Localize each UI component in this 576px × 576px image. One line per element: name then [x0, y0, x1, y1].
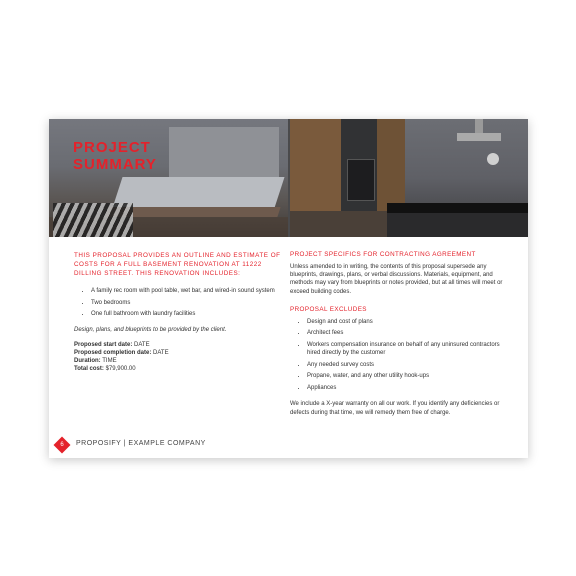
page-footer: [49, 435, 528, 457]
list-item: • One full bathroom with laundry facilities: [91, 310, 286, 319]
duration-value: TIME: [102, 357, 117, 364]
excludes-list: [290, 318, 510, 393]
kitchen-photo: [289, 119, 528, 237]
completion-date-value: DATE: [153, 349, 169, 356]
project-details: [74, 341, 286, 374]
list-item: • Any needed survey costs: [307, 361, 510, 370]
total-cost-value: $79,900.00: [105, 366, 136, 373]
footer-brand: PROPOSIFY | EXAMPLE COMPANY: [76, 440, 206, 447]
list-item: • A family rec room with pool table, wet bar, and wired-in sound system: [91, 287, 286, 296]
specifics-column: [290, 251, 510, 427]
total-cost-label: Total cost:: [74, 366, 104, 373]
includes-list: [74, 287, 286, 319]
summary-column: [74, 251, 286, 373]
page-title: PROJECT SUMMARY: [73, 139, 157, 173]
duration-label: Duration:: [74, 357, 101, 364]
design-note: Design, plans, and blueprints to be provided by the client.: [74, 326, 227, 333]
start-date-label: Proposed start date:: [74, 341, 133, 348]
bedroom-photo: [49, 119, 289, 237]
list-item: • Propane, water, and any other utility hook-ups: [307, 372, 510, 381]
proposal-page: [49, 119, 528, 458]
list-item: • Design and cost of plans: [307, 318, 510, 327]
list-item: • Workers compensation insurance on behalf of any uninsured contractors hired directly by the customer: [307, 341, 510, 358]
completion-date-label: Proposed completion date:: [74, 349, 152, 356]
list-item: • Architect fees: [307, 329, 510, 338]
summary-lead: THIS PROPOSAL PROVIDES AN OUTLINE AND ESTIMATE OF COSTS FOR A FULL BASEMENT RENOVATION AT 11222 DILLING STREET. THIS RENOVATION INCLUDES:: [74, 252, 281, 277]
start-date-value: DATE: [134, 341, 150, 348]
hero-banner: [49, 119, 528, 237]
list-item: • Two bedrooms: [91, 299, 286, 308]
specifics-heading: PROJECT SPECIFICS FOR CONTRACTING AGREEMENT: [290, 251, 476, 258]
page-number: 6: [60, 442, 64, 448]
list-item: • Appliances: [307, 384, 510, 393]
warranty-text: We include a X-year warranty on all our work. If you identify any deficiencies or defects during that time, we will remedy them free of charge.: [290, 401, 500, 416]
excludes-heading: PROPOSAL EXCLUDES: [290, 305, 367, 313]
specifics-text: Unless amended to in writing, the contents of this proposal supersede any blueprints, drawings, plans, or verbal discussions. Materials, equipment, and methods may vary from blueprints or notes provided, but at all times will meet or exceed building codes.: [290, 264, 503, 295]
